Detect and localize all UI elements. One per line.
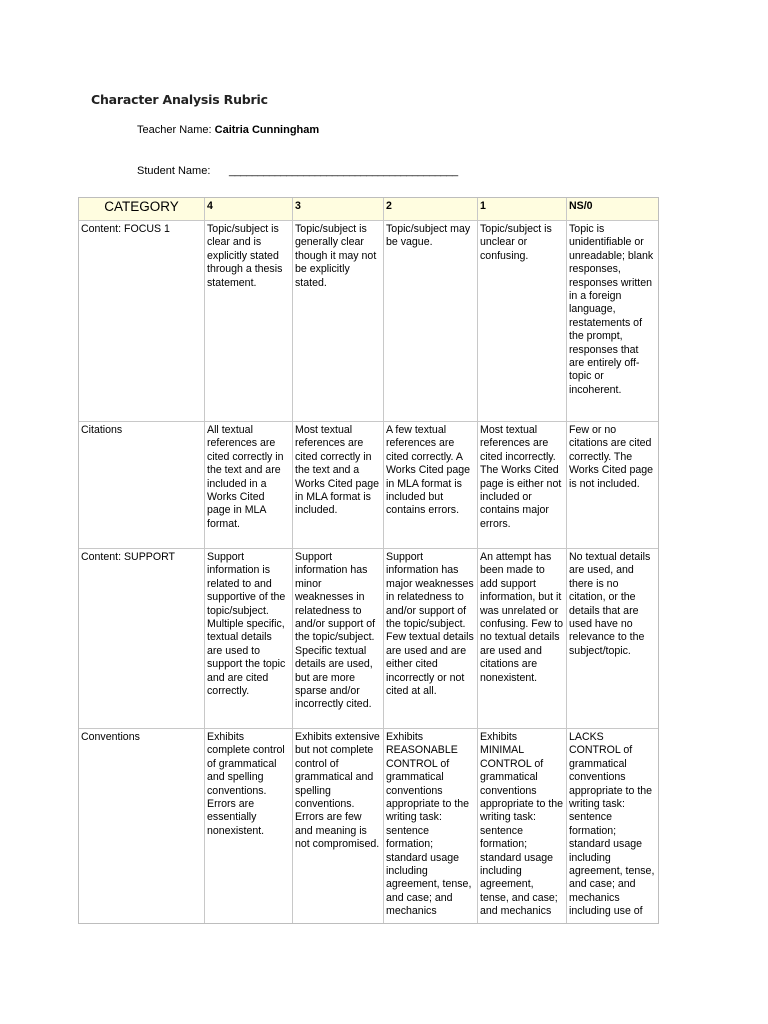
rubric-cell: Topic is unidentifiable or unreadable; blank responses, responses written in a foreign language, restatements of the prompt, responses that are entirely off-topic or incoherent. — [567, 221, 658, 422]
student-name-line — [137, 165, 458, 177]
rubric-cell: Support information is related to and supportive of the topic/subject. Multiple specific, textual details are used to support the topic and are cited correctly. — [205, 549, 293, 729]
rubric-row-conventions — [79, 729, 658, 923]
rubric-cell: A few textual references are cited correctly. A Works Cited page in MLA format is included but contains errors. — [384, 422, 478, 549]
teacher-name-value: Caitria Cunningham — [214, 124, 320, 136]
rubric-row-citations — [79, 422, 658, 549]
category-conventions: Conventions — [79, 729, 205, 923]
rubric-cell: Exhibits REASONABLE CONTROL of grammatical conventions appropriate to the writing task: sentence formation; standard usage including agreement, tense, and case; and mechanics — [384, 729, 478, 923]
student-name-label: Student Name: — [137, 165, 211, 177]
rubric-cell: Most textual references are cited correctly in the text and a Works Cited page in MLA format is included. — [293, 422, 384, 549]
rubric-header-row — [79, 198, 658, 221]
rubric-table — [78, 197, 659, 924]
rubric-cell: Topic/subject is unclear or confusing. — [478, 221, 567, 422]
rubric-cell: Exhibits MINIMAL CONTROL of grammatical conventions appropriate to the writing task: sentence formation; standard usage including agreement, tense, and case; and mechanics — [478, 729, 567, 923]
rubric-cell: LACKS CONTROL of grammatical conventions appropriate to the writing task: sentence formation; standard usage including agreement, tense, and case; and mechanics including use of — [569, 731, 655, 918]
rubric-row-support — [79, 549, 658, 729]
category-content-support: Content: SUPPORT — [79, 549, 205, 729]
rubric-cell: All textual references are cited correctly in the text and are included in a Works Cited page in MLA format. — [205, 422, 293, 549]
student-name-blank: ________________________________________ — [229, 165, 458, 177]
rubric-cell: Exhibits extensive but not complete control of grammatical and spelling conventions. Errors are few and meaning is not compromised. — [293, 729, 384, 923]
rubric-cell: Support information has minor weaknesses in relatedness to and/or support of the topic/subject. Specific textual details are used, but are more sparse and/or incorrectly cited. — [293, 549, 384, 729]
rubric-cell: Topic/subject is generally clear though it may not be explicitly stated. — [293, 221, 384, 422]
header-score-2: 2 — [384, 198, 478, 221]
rubric-cell: Topic/subject may be vague. — [384, 221, 478, 422]
category-citations: Citations — [79, 422, 205, 549]
rubric-row-focus — [79, 221, 658, 422]
rubric-cell: Topic/subject is clear and is explicitly stated through a thesis statement. — [205, 221, 293, 422]
rubric-cell: Exhibits complete control of grammatical and spelling conventions. Errors are essentially nonexistent. — [205, 729, 293, 923]
document-title: Character Analysis Rubric — [91, 92, 268, 107]
header-category: CATEGORY — [79, 198, 205, 221]
header-score-1: 1 — [478, 198, 567, 221]
header-score-ns0: NS/0 — [567, 198, 658, 221]
header-score-3: 3 — [293, 198, 384, 221]
header-score-4: 4 — [205, 198, 293, 221]
rubric-cell: No textual details are used, and there is no citation, or the details that are used have no relevance to the subject/topic. — [567, 549, 658, 729]
teacher-name-label: Teacher Name: — [137, 124, 212, 136]
rubric-cell: Most textual references are cited incorrectly. The Works Cited page is either not included or contains major errors. — [478, 422, 567, 549]
rubric-cell: Few or no citations are cited correctly. The Works Cited page is not included. — [567, 422, 658, 549]
teacher-name-line — [137, 124, 319, 136]
category-content-focus: Content: FOCUS 1 — [79, 221, 205, 422]
rubric-cell: Support information has major weaknesses in relatedness to and/or support of the topic/subject. Few textual details are used and are either cited incorrectly or not cited at all. — [384, 549, 478, 729]
rubric-cell: An attempt has been made to add support information, but it was unrelated or confusing. Few to no textual details are used and citations are nonexistent. — [478, 549, 567, 729]
